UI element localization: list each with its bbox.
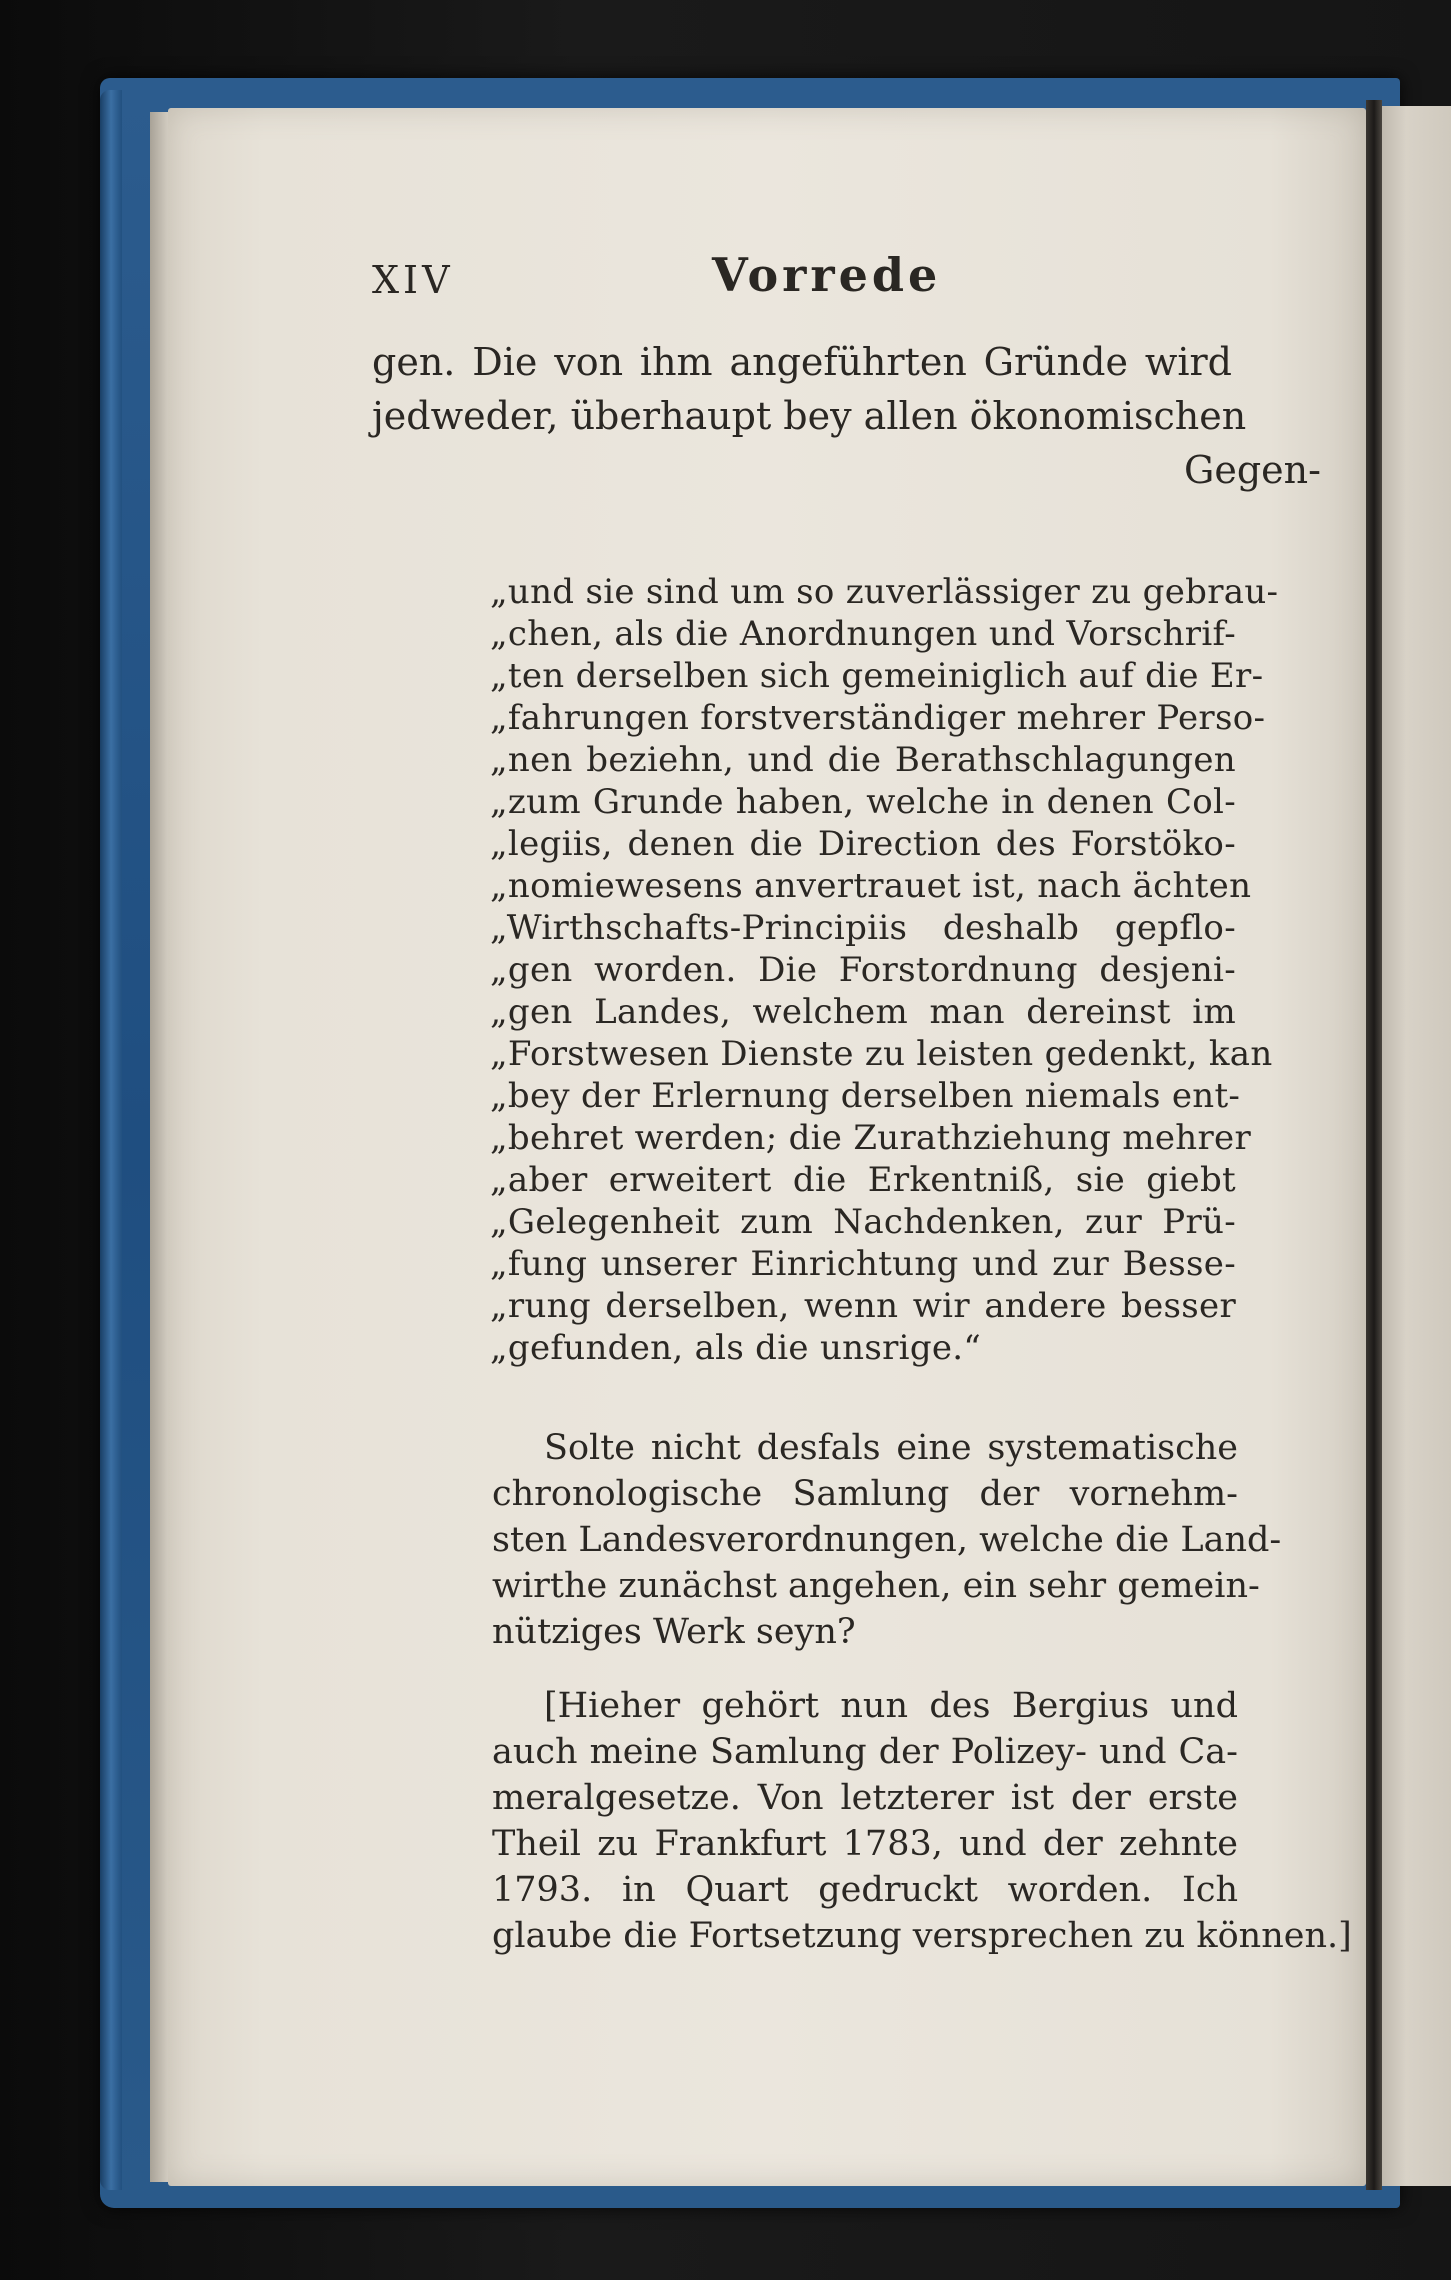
catchword: Gegen-: [1184, 448, 1321, 492]
bracket-note-line: [Hieher gehört nun des Bergius und: [544, 1686, 1238, 1726]
bracket-note-line: glaube die Fortsetzung versprechen zu können.]: [492, 1916, 1352, 1956]
quote-line: „fung unserer Einrichtung und zur Besse-: [490, 1244, 1236, 1284]
quote-line: „ten derselben sich gemeiniglich auf die Er-: [490, 656, 1264, 696]
bracket-note-line: meralgesetze. Von letzterer ist der erste: [492, 1778, 1238, 1818]
quote-line: „Forstwesen Dienste zu leisten gedenkt, kan: [490, 1034, 1273, 1074]
quote-line: „gen Landes, welchem man dereinst im: [490, 992, 1236, 1032]
page-stack-edge: [150, 112, 170, 2182]
cover-spine-edge: [100, 90, 122, 2190]
quote-line: „nomiewesens anvertrauet ist, nach ächten: [490, 866, 1252, 906]
bracket-note-line: Theil zu Frankfurt 1783, und der zehnte: [492, 1824, 1238, 1864]
bracket-note-line: auch meine Samlung der Polizey- und Ca-: [492, 1732, 1238, 1772]
question-line: nütziges Werk seyn?: [492, 1612, 856, 1652]
question-line: wirthe zunächst angehen, ein sehr gemein-: [492, 1566, 1260, 1606]
question-line: chronologische Samlung der vornehm-: [492, 1474, 1238, 1514]
quote-line: „behret werden; die Zurathziehung mehrer: [490, 1118, 1251, 1158]
book-gutter: [1366, 100, 1382, 2190]
quote-line: „fahrungen forstverständiger mehrer Perso-: [490, 698, 1266, 738]
running-head: Vorrede: [712, 248, 942, 302]
quote-line: „nen beziehn, und die Berathschlagungen: [490, 740, 1236, 780]
quote-line: „aber erweitert die Erkentniß, sie giebt: [490, 1160, 1236, 1200]
quote-line: „Gelegenheit zum Nachdenken, zur Prü-: [490, 1202, 1236, 1242]
question-line: sten Landesverordnungen, welche die Land-: [492, 1520, 1282, 1560]
quote-line: „gefunden, als die unsrige.“: [490, 1328, 982, 1368]
quote-line: „und sie sind um so zuverlässiger zu gebrau-: [490, 572, 1279, 612]
quote-line: „legiis, denen die Direction des Forstöko-: [490, 824, 1236, 864]
page-number: XIV: [372, 258, 454, 302]
question-line: Solte nicht desfals eine systematische: [544, 1428, 1238, 1468]
main-text-line: jedweder, überhaupt bey allen ökonomischen: [372, 394, 1247, 438]
quote-line: „zum Grunde haben, welche in denen Col-: [490, 782, 1236, 822]
quote-line: „rung derselben, wenn wir andere besser: [490, 1286, 1236, 1326]
quote-line: „gen worden. Die Forstordnung desjeni-: [490, 950, 1236, 990]
quote-line: „Wirthschafts-Principiis deshalb gepflo-: [490, 908, 1236, 948]
main-text-line: gen. Die von ihm angeführten Gründe wird: [372, 340, 1232, 384]
quote-line: „bey der Erlernung derselben niemals ent-: [490, 1076, 1241, 1116]
quote-line: „chen, als die Anordnungen und Vorschrif-: [490, 614, 1236, 654]
adjacent-page: [1376, 106, 1451, 2186]
bracket-note-line: 1793. in Quart gedruckt worden. Ich: [492, 1870, 1238, 1910]
